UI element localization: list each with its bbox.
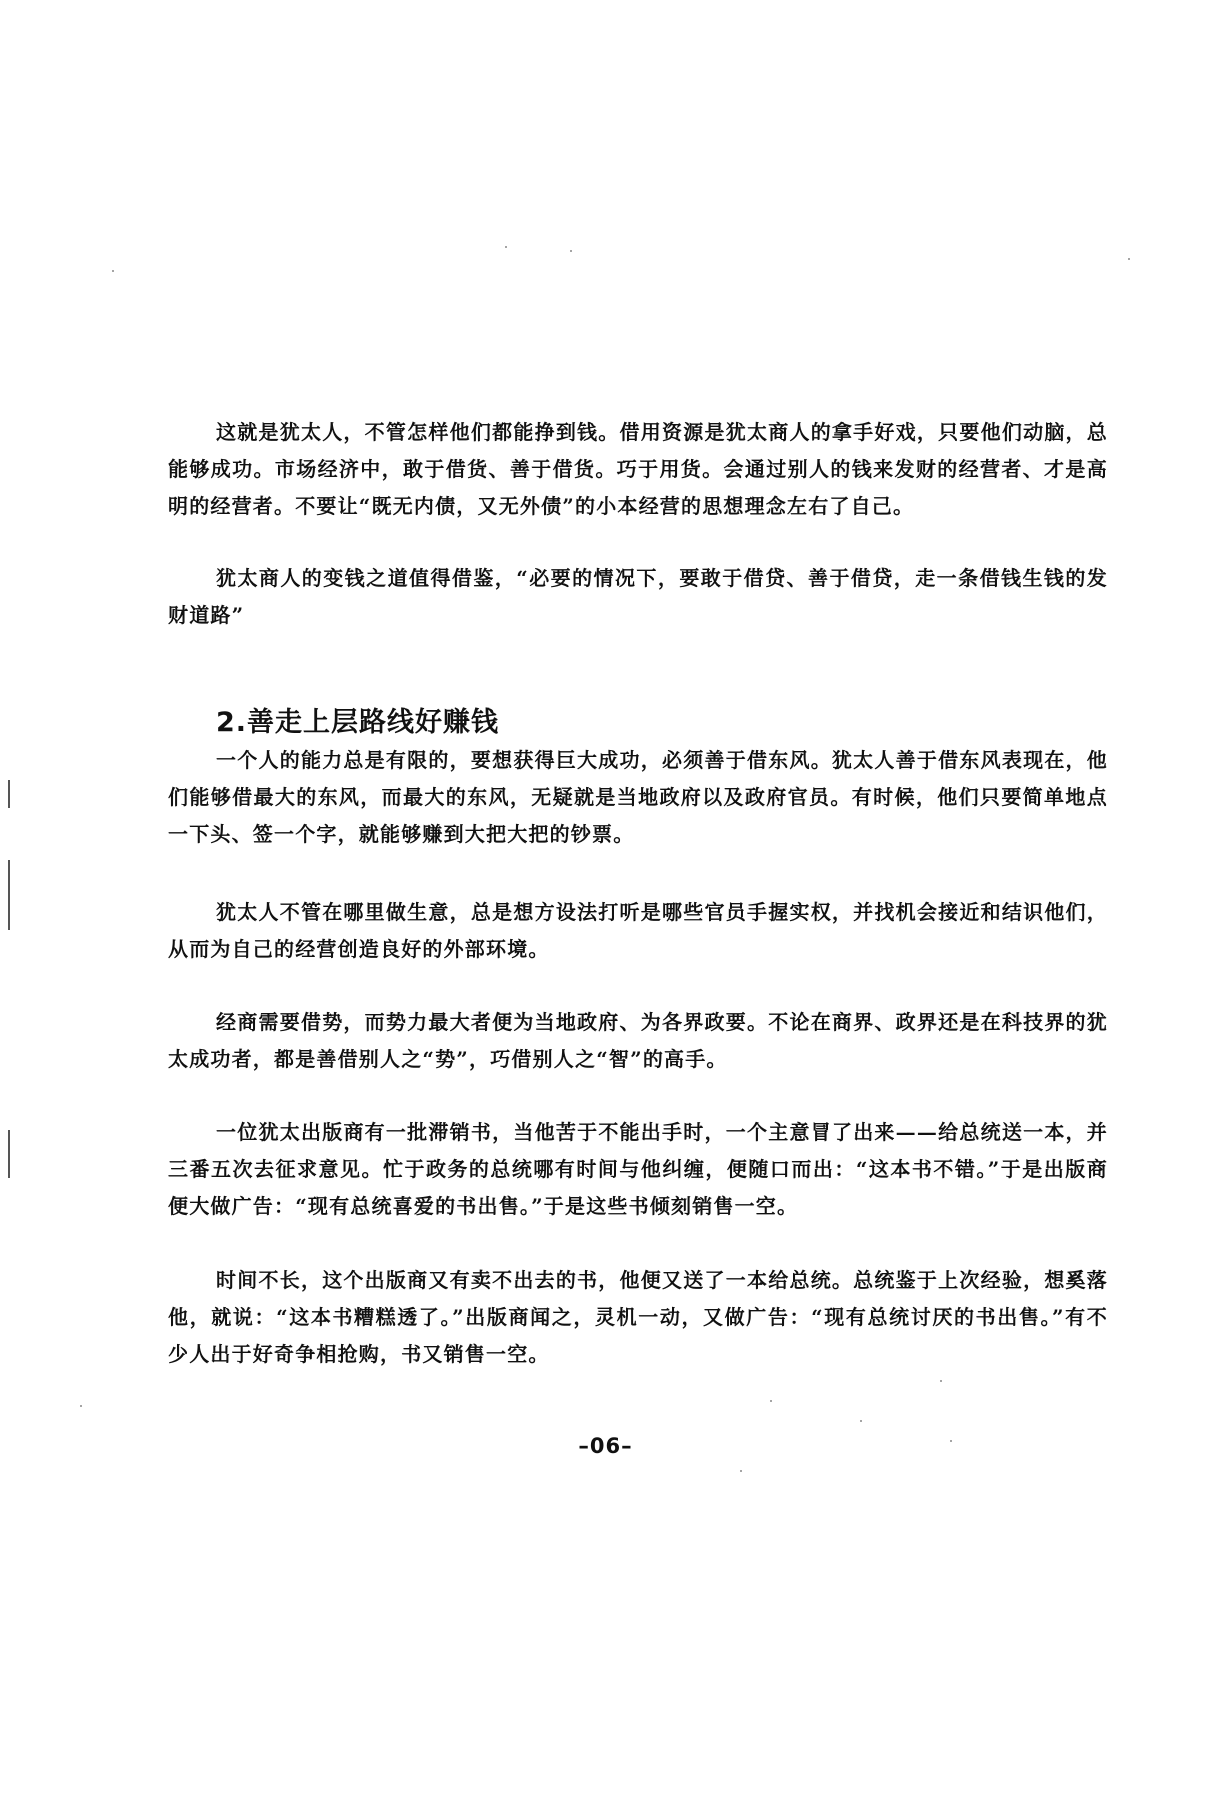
section-text-block <box>168 1114 1108 1225</box>
scan-speck <box>1128 258 1130 260</box>
section-text-block <box>168 894 1108 968</box>
paragraph: 时间不长，这个出版商又有卖不出去的书，他便又送了一本给总统。总统鉴于上次经验，想奚落他，就说：“这本书糟糕透了。”出版商闻之，灵机一动，又做广告：“现有总统讨厌的书出售。”有不少人出于好奇争相抢购，书又销售一空。 <box>168 1268 1108 1366</box>
scan-edge-mark <box>8 780 10 808</box>
paragraph: 一个人的能力总是有限的，要想获得巨大成功，必须善于借东风。犹太人善于借东风表现在，他们能够借最大的东风，而最大的东风，无疑就是当地政府以及政府官员。有时候，他们只要简单地点一下头、签一个字，就能够赚到大把大把的钞票。 <box>168 748 1108 846</box>
scan-speck <box>860 1420 862 1422</box>
scan-edge-mark <box>8 860 10 930</box>
section-text-block <box>168 1262 1108 1373</box>
intro-text-block <box>168 560 1108 634</box>
section-text-block <box>168 742 1108 853</box>
paragraph: 经商需要借势，而势力最大者便为当地政府、为各界政要。不论在商界、政界还是在科技界的犹太成功者，都是善借别人之“势”，巧借别人之“智”的高手。 <box>168 1010 1108 1071</box>
scan-speck <box>112 270 114 272</box>
scan-speck <box>740 1470 742 1472</box>
paragraph: 犹太人不管在哪里做生意，总是想方设法打听是哪些官员手握实权，并找机会接近和结识他们，从而为自己的经营创造良好的外部环境。 <box>168 900 1108 961</box>
scan-speck <box>940 1380 942 1382</box>
scan-edge-mark <box>8 1130 10 1178</box>
paragraph: 犹太商人的变钱之道值得借鉴，“必要的情况下，要敢于借贷、善于借贷，走一条借钱生钱的发财道路” <box>168 566 1108 627</box>
section-heading-block <box>168 706 1108 740</box>
paragraph: 这就是犹太人，不管怎样他们都能挣到钱。借用资源是犹太商人的拿手好戏，只要他们动脑，总能够成功。市场经济中，敢于借货、善于借货。巧于用货。会通过别人的钱来发财的经营者、才是高明的经营者。不要让“既无内债，又无外债”的小本经营的思想理念左右了自己。 <box>168 420 1108 518</box>
scan-speck <box>570 250 572 252</box>
section-heading: 2.善走上层路线好赚钱 <box>216 707 500 738</box>
section-text-block <box>168 1004 1108 1078</box>
scan-speck <box>80 1405 82 1407</box>
scan-speck <box>505 246 507 248</box>
paragraph: 一位犹太出版商有一批滞销书，当他苦于不能出手时，一个主意冒了出来——给总统送一本，并三番五次去征求意见。忙于政务的总统哪有时间与他纠缠，便随口而出：“这本书不错。”于是出版商便大做广告：“现有总统喜爱的书出售。”于是这些书倾刻销售一空。 <box>168 1120 1108 1218</box>
page-number: –06– <box>578 1434 633 1458</box>
intro-text-block <box>168 414 1108 525</box>
scan-speck <box>770 1400 772 1402</box>
